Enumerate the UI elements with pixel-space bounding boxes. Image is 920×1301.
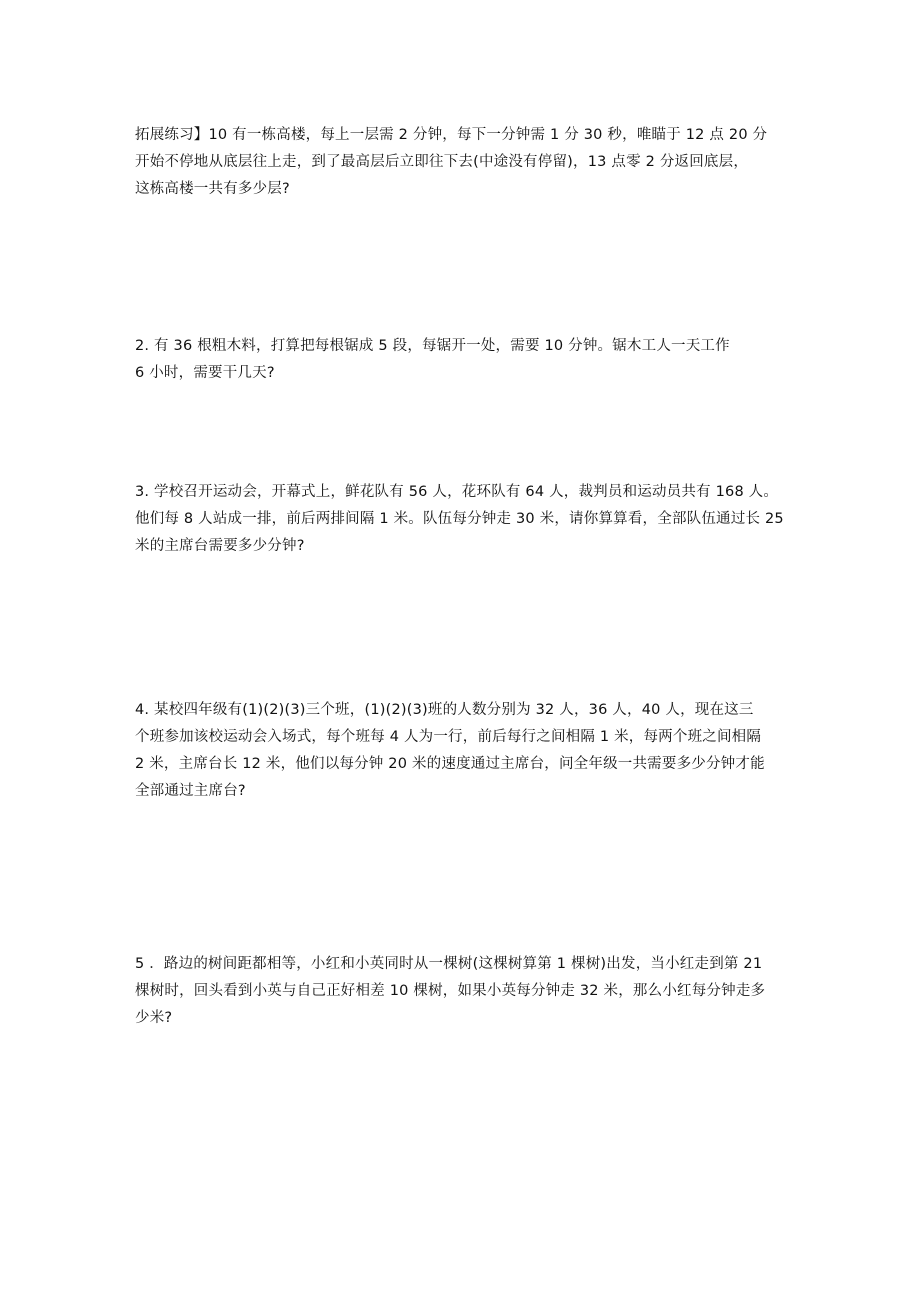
problem-2-line-1: 2. 有 36 根粗木料，打算把每根锯成 5 段，每锯开一处，需要 10 分钟。锯木工人一天工作 [135, 338, 730, 354]
problem-3-line-2: 他们每 8 人站成一排，前后两排间隔 1 米。队伍每分钟走 30 米，请你算算看，全部队伍通过长 25 [135, 511, 784, 527]
problem-4-class-procession [135, 697, 815, 805]
problem-3-sports-meet-parade [135, 479, 815, 560]
problem-3-line-3: 米的主席台需要多少分钟? [135, 538, 305, 554]
problem-1-line-1: 拓展练习】10 有一栋高楼，每上一层需 2 分钟，每下一分钟需 1 分 30 秒，唯瞄于 12 点 20 分 [135, 127, 768, 143]
problem-4-line-4: 全部通过主席台? [135, 783, 246, 799]
problem-2-line-2: 6 小时，需要干几天? [135, 365, 275, 381]
problem-5-line-2: 棵树时，回头看到小英与自己正好相差 10 棵树，如果小英每分钟走 32 米，那么小红每分钟走多 [135, 983, 766, 999]
problem-1-tall-building [135, 122, 815, 203]
problem-1-line-2: 开始不停地从底层往上走，到了最高层后立即往下去(中途没有停留)，13 点零 2 分返回底层， [135, 154, 749, 170]
problem-1-line-3: 这栋高楼一共有多少层? [135, 181, 290, 197]
problem-4-line-1: 4. 某校四年级有(1)(2)(3)三个班，(1)(2)(3)班的人数分别为 32 人，36 人，40 人，现在这三 [135, 702, 754, 718]
problem-2-sawing-logs [135, 333, 815, 387]
problem-5-line-1: 5 ．路边的树间距都相等，小红和小英同时从一棵树(这棵树算第 1 棵树)出发，当小红走到第 21 [135, 956, 763, 972]
problem-5-roadside-trees [135, 951, 815, 1032]
problem-4-line-3: 2 米，主席台长 12 米，他们以每分钟 20 米的速度通过主席台，问全年级一共需要多少分钟才能 [135, 756, 765, 772]
problem-5-line-3: 少米? [135, 1010, 173, 1026]
problem-3-line-1: 3. 学校召开运动会，开幕式上，鲜花队有 56 人，花环队有 64 人，裁判员和运动员共有 168 人。 [135, 484, 779, 500]
problem-4-line-2: 个班参加该校运动会入场式，每个班每 4 人为一行，前后每行之间相隔 1 米，每两个班之间相隔 [135, 729, 762, 745]
